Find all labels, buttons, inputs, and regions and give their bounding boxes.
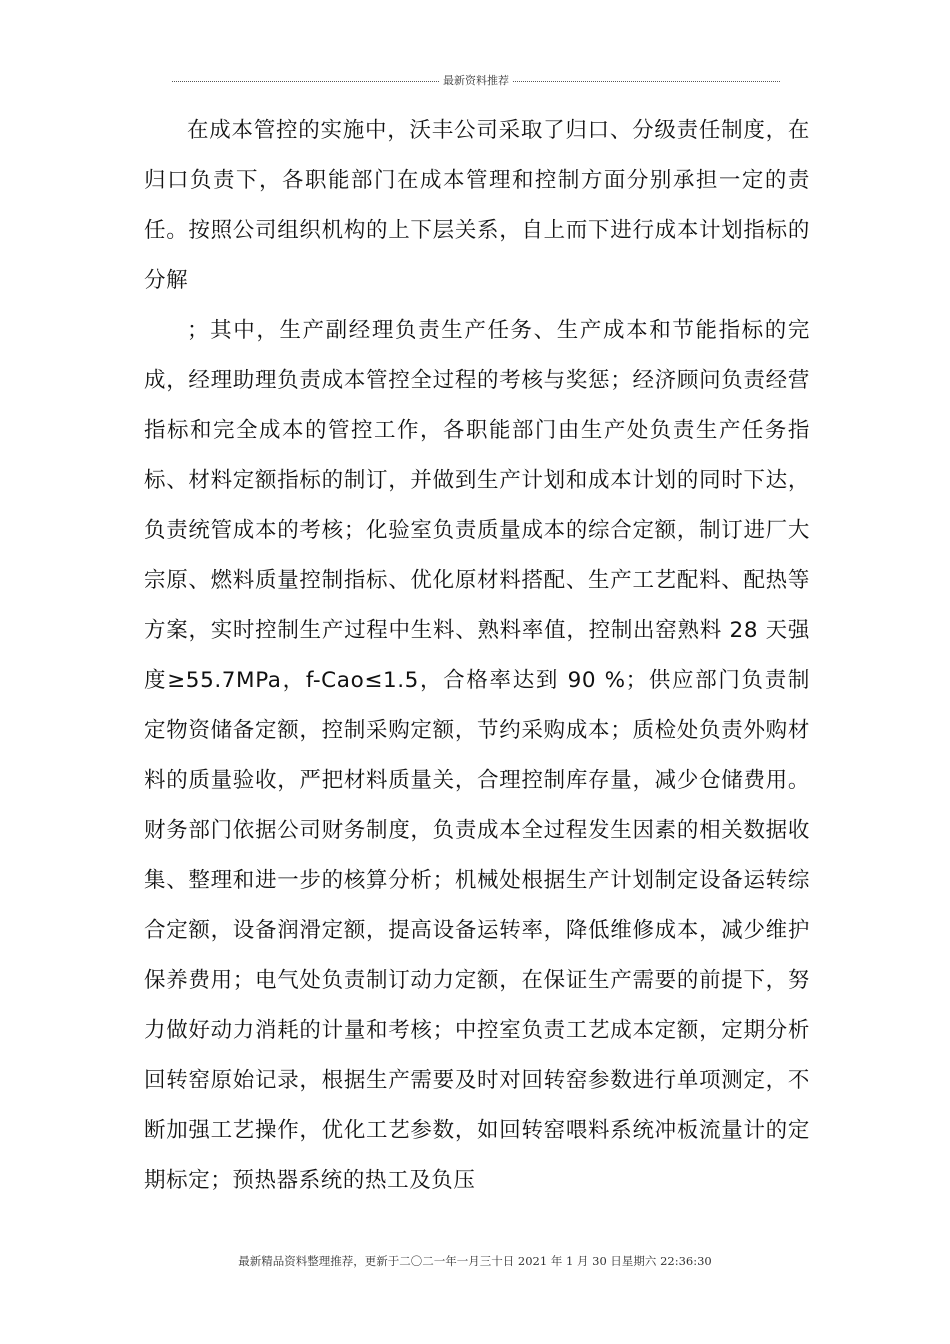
header-dotted-rule-right — [513, 81, 780, 82]
page-header — [170, 70, 782, 90]
paragraph-1: 在成本管控的实施中，沃丰公司采取了归口、分级责任制度，在归口负责下，各职能部门在成本管理和控制方面分别承担一定的责任。按照公司组织机构的上下层关系，自上而下进行成本计划指标的分解 — [144, 118, 810, 293]
document-body — [144, 106, 810, 1206]
header-title: 最新资料推荐 — [443, 74, 509, 87]
page-footer: 最新精品资料整理推荐，更新于二〇二一年一月三十日 2021 年 1 月 30 日星期六 22:36:30 — [238, 1254, 712, 1268]
paragraph-2: ；其中，生产副经理负责生产任务、生产成本和节能指标的完成，经理助理负责成本管控全过程的考核与奖惩；经济顾问负责经营指标和完全成本的管控工作，各职能部门由生产处负责生产任务指标、材料定额指标的制订，并做到生产计划和成本计划的同时下达，负责统管成本的考核；化验室负责质量成本的综合定额，制订进厂大宗原、燃料质量控制指标、优化原材料搭配、生产工艺配料、配热等方案，实时控制生产过程中生料、熟料率值，控制出窑熟料 28 天强度≥55.7MPa，f-Cao≤1.5，合格率达到 90 %；供应部门负责制定物资储备定额，控制采购定额，节约采购成本；质检处负责外购材料的质量验收，严把材料质量关，合理控制库存量，减少仓储费用。财务部门依据公司财务制度，负责成本全过程发生因素的相关数据收集、整理和进一步的核算分析；机械处根据生产计划制定设备运转综合定额，设备润滑定额，提高设备运转率，降低维修成本，减少维护保养费用；电气处负责制订动力定额，在保证生产需要的前提下，努力做好动力消耗的计量和考核；中控室负责工艺成本定额，定期分析回转窑原始记录，根据生产需要及时对回转窑参数进行单项测定，不断加强工艺操作，优化工艺参数，如回转窑喂料系统冲板流量计的定期标定；预热器系统的热工及负压 — [144, 318, 810, 1193]
header-dotted-rule-left — [172, 81, 439, 82]
